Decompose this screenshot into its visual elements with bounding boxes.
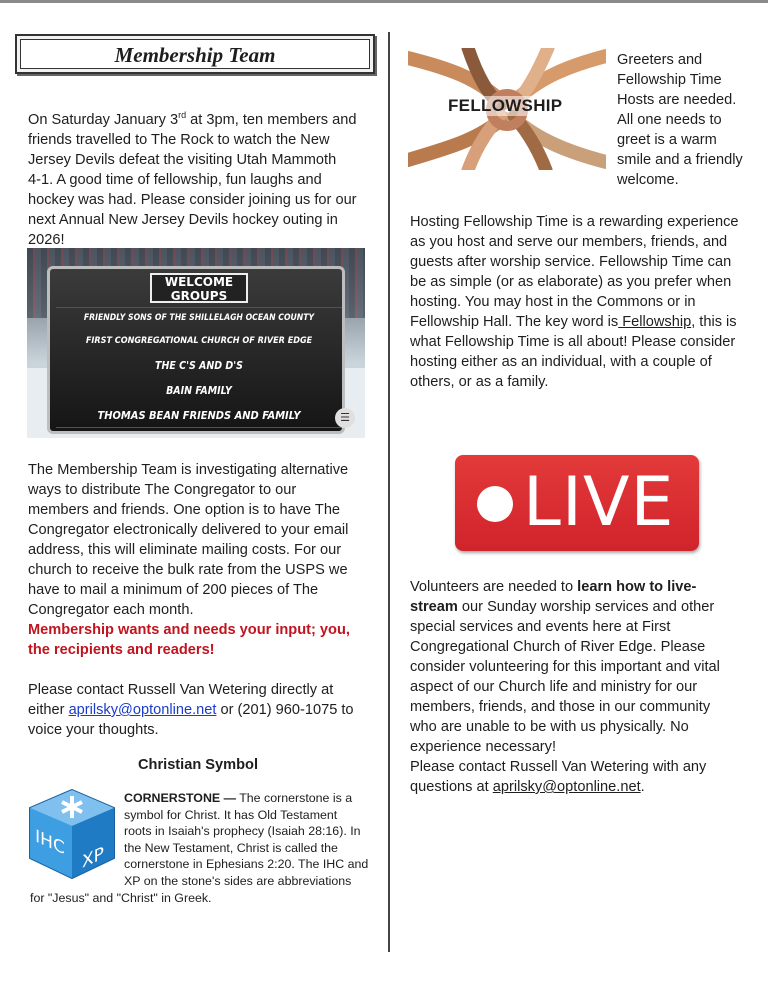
intro-paragraph [28, 110, 378, 250]
board-group: FRIENDLY SONS OF THE SHILLELAGH OCEAN COUNTY [83, 313, 315, 323]
hosting-text: , this is [691, 314, 737, 330]
intro-sup: rd [178, 110, 187, 121]
para-line: have to mail a minimum of 200 pieces of The [28, 582, 319, 598]
cube-ihc: IHC [35, 825, 65, 860]
hosting-line: hosting either as an individual, with a couple of [410, 354, 712, 370]
hosting-line: what Fellowship Time is all about! Please consider [410, 334, 736, 350]
para-line: church to receive the bulk rate from the USPS we [28, 562, 348, 578]
board-group: FIRST CONGREGATIONAL CHURCH OF RIVER EDGE [85, 336, 313, 346]
contact-text: or (201) 960-1075 to [216, 702, 354, 718]
distribution-paragraph [28, 460, 380, 660]
top-rule [0, 0, 768, 3]
symbol-heading: Christian Symbol [138, 757, 259, 773]
live-badge [455, 455, 699, 551]
para-line: The Membership Team is investigating alternative [28, 462, 349, 478]
intro-line: friends travelled to The Rock to watch the New [28, 132, 330, 148]
contact-text: either [28, 702, 69, 718]
cube-xp: XP [82, 842, 104, 873]
menu-lines-icon: ☰ [335, 408, 355, 428]
column-divider [388, 32, 390, 952]
corner-line: roots in Isaiah's prophecy (Isaiah 28:16). In [124, 824, 361, 839]
live-dot-icon [477, 486, 513, 522]
para-line: ways to distribute The Congregator to our [28, 482, 297, 498]
vol-text: our Sunday worship services and other [457, 599, 715, 615]
vol-line: experience necessary! [410, 739, 557, 755]
para-line: Congregator electronically delivered to your email [28, 522, 349, 538]
hosting-line: hosting. You may host in the Commons or in [410, 294, 696, 310]
vol-text: questions at [410, 779, 493, 795]
corner-line: for "Jesus" and "Christ" in Greek. [30, 891, 212, 905]
greeters-line: Hosts are needed. [617, 92, 737, 108]
cornerstone-text [124, 790, 374, 890]
vol-text: . [640, 779, 645, 795]
intro-line: hockey was had. Please consider joining us for our [28, 192, 357, 208]
greeters-line: greet is a warm [617, 132, 717, 148]
hosting-text: Fellowship Hall. The key word is [410, 314, 619, 330]
corner-line: cornerstone in Ephesians 2:20. The IHC and [124, 857, 369, 872]
input-callout: Membership wants and needs your input; you, [28, 622, 350, 638]
contact-line: Please contact Russell Van Wetering directly at [28, 682, 334, 698]
greeters-line: welcome. [617, 172, 679, 188]
vol-line: consider volunteering for this important and vital [410, 659, 720, 675]
hosting-line: Hosting Fellowship Time is a rewarding experience [410, 214, 739, 230]
intro-text: at 3pm, ten members and [190, 112, 357, 128]
corner-line: The cornerstone is a [236, 791, 353, 805]
cornerstone-term: CORNERSTONE — [124, 791, 236, 805]
vol-line: Please contact Russell Van Wetering with any [410, 759, 707, 775]
hosting-paragraph [410, 212, 762, 392]
hosting-line: others, or as a family. [410, 374, 549, 390]
para-line: Congregator each month. [28, 602, 194, 618]
volunteer-email-link[interactable]: aprilsky@optonline.net [492, 779, 641, 795]
greeters-line: Fellowship Time [617, 72, 722, 88]
vol-line: who are unable to be with us physically. No [410, 719, 689, 735]
contact-paragraph [28, 680, 380, 740]
vol-line: Congregational Church of River Edge. Please [410, 639, 706, 655]
board-group: THE C'S AND D'S [155, 360, 243, 372]
intro-line: 2026! [28, 232, 65, 248]
hosting-line: be as simple (or as elaborate) as you prefer when [410, 274, 732, 290]
para-line: members and friends. One option is to have The [28, 502, 341, 518]
input-callout: the recipients and readers! [28, 642, 215, 658]
hosting-line: guests after worship service. Fellowship Time can [410, 254, 732, 270]
vol-line: special services and events here at First [410, 619, 671, 635]
hockey-scoreboard-photo [27, 248, 365, 438]
membership-title-box [15, 34, 375, 74]
board-group: THOMAS BEAN FRIENDS AND FAMILY [97, 409, 301, 422]
welcome-board [47, 266, 345, 434]
live-label: LIVE [523, 463, 675, 542]
corner-line: XP on the stone's sides are abbreviations [124, 873, 352, 888]
board-stripe [56, 427, 342, 428]
para-line: address, this will eliminate mailing costs. For our [28, 542, 342, 558]
board-stripe [56, 307, 342, 308]
page-title: Membership Team [20, 39, 370, 69]
greeters-line: smile and a friendly [617, 152, 743, 168]
corner-line: the New Testament, Christ is called the [124, 840, 338, 855]
welcome-word: WELCOME [164, 275, 234, 289]
groups-word: GROUPS [170, 289, 228, 303]
volunteers-paragraph [410, 577, 762, 797]
vol-line: members, friends, and those in our community [410, 699, 711, 715]
contact-email-link[interactable]: aprilsky@optonline.net [68, 702, 217, 718]
intro-line: next Annual New Jersey Devils hockey outing in [28, 212, 338, 228]
greeters-line: Greeters and [617, 52, 703, 68]
fellowship-label: FELLOWSHIP [448, 96, 563, 115]
intro-line: Jersey Devils defeat the visiting Utah Mammoth [28, 152, 337, 168]
fellowship-hands-image [408, 48, 606, 170]
contact-line: voice your thoughts. [28, 722, 159, 738]
fellowship-keyword: Fellowship [618, 314, 692, 330]
greeters-paragraph [617, 50, 762, 190]
vol-text: Volunteers are needed to [410, 579, 578, 595]
vol-emphasis: learn how to live- [577, 579, 697, 595]
vol-emphasis: stream [410, 599, 458, 615]
welcome-groups-header [150, 273, 248, 303]
intro-line: 4-1. A good time of fellowship, fun laughs and [28, 172, 322, 188]
board-group: BAIN FAMILY [166, 385, 232, 397]
corner-line: symbol for Christ. It has Old Testament [124, 807, 338, 822]
hosting-line: as you host and serve our members, friends, and [410, 234, 728, 250]
ihc-xp-cube-image [28, 788, 116, 880]
intro-text: On Saturday January 3 [28, 112, 179, 128]
greeters-line: All one needs to [617, 112, 722, 128]
vol-line: aspect of our Church life and ministry for our [410, 679, 698, 695]
